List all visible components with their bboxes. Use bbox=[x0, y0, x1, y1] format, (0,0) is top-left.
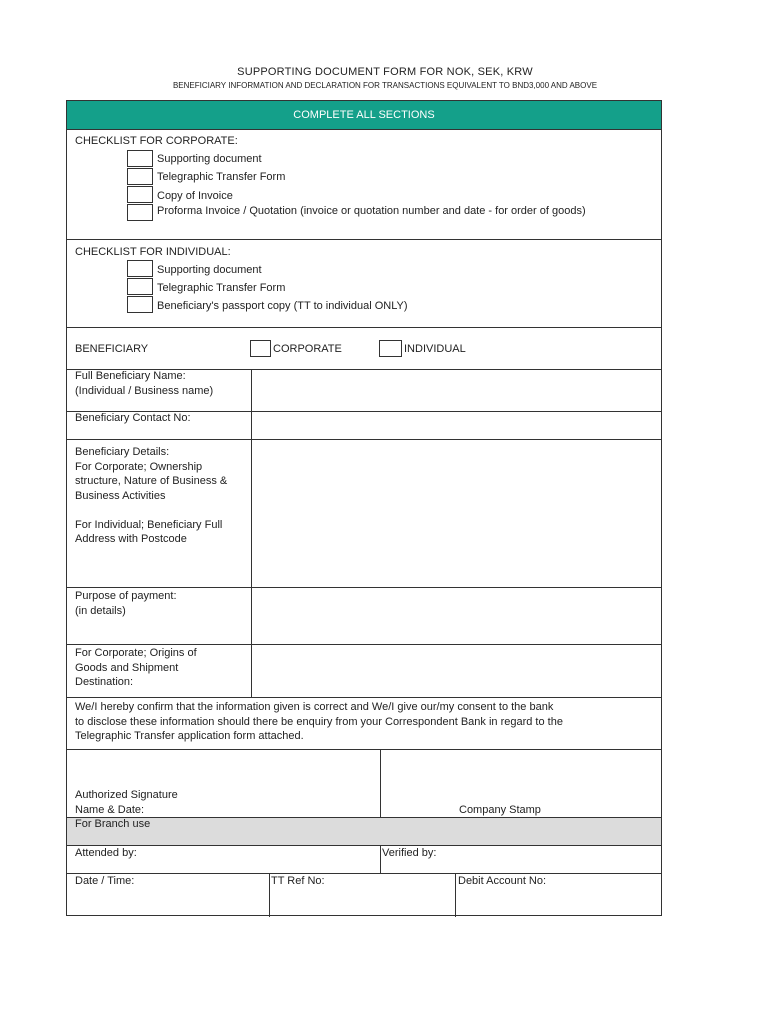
beneficiary-contact-no-label: Beneficiary Contact No: bbox=[75, 412, 191, 424]
beneficiary-option-corporate: CORPORATE bbox=[273, 343, 342, 355]
debit-account-no-label: Debit Account No: bbox=[458, 875, 547, 887]
form-title: SUPPORTING DOCUMENT FORM FOR NOK, SEK, KRW bbox=[237, 66, 533, 78]
corporate-item-supporting-document: Supporting document bbox=[157, 153, 262, 165]
beneficiary-details-field[interactable] bbox=[252, 440, 662, 587]
date-time-label: Date / Time: bbox=[75, 875, 135, 887]
verified-by-field[interactable] bbox=[381, 846, 662, 873]
tt-ref-no-field[interactable] bbox=[270, 874, 454, 915]
full-beneficiary-name-label: Full Beneficiary Name: (Individual / Business name) bbox=[75, 370, 214, 397]
attended-by-field[interactable] bbox=[67, 846, 379, 873]
beneficiary-contact-no-field[interactable] bbox=[252, 412, 662, 439]
complete-all-sections-banner: COMPLETE ALL SECTIONS bbox=[67, 101, 661, 129]
checkbox-corporate-proforma-invoice[interactable] bbox=[127, 204, 153, 221]
individual-item-supporting-document: Supporting document bbox=[157, 264, 262, 276]
debit-account-no-field[interactable] bbox=[456, 874, 662, 915]
supporting-document-form bbox=[66, 100, 662, 916]
attended-by-label: Attended by: bbox=[75, 847, 137, 859]
branch-use-heading: For Branch use bbox=[75, 818, 151, 830]
branch-use-band bbox=[67, 818, 661, 845]
divider bbox=[67, 129, 661, 130]
declaration-text: We/I hereby confirm that the information given is correct and We/I give our/my consent to the bank to disclose these information should there be enquiry from your Correspondent Bank in regard to the Telegraphic Transfer application form attached. bbox=[75, 701, 563, 742]
checkbox-corporate-copy-of-invoice[interactable] bbox=[127, 186, 153, 203]
checkbox-individual-passport-copy[interactable] bbox=[127, 296, 153, 313]
checkbox-beneficiary-individual[interactable] bbox=[379, 340, 402, 357]
divider bbox=[67, 697, 661, 698]
divider bbox=[67, 239, 661, 240]
checkbox-corporate-supporting-document[interactable] bbox=[127, 150, 153, 167]
checkbox-beneficiary-corporate[interactable] bbox=[250, 340, 271, 357]
checkbox-individual-telegraphic-transfer-form[interactable] bbox=[127, 278, 153, 295]
corporate-checklist-heading: CHECKLIST FOR CORPORATE: bbox=[75, 135, 238, 147]
beneficiary-option-individual: INDIVIDUAL bbox=[404, 343, 466, 355]
purpose-of-payment-field[interactable] bbox=[252, 588, 662, 644]
date-time-field[interactable] bbox=[67, 874, 268, 915]
individual-item-passport-copy: Beneficiary's passport copy (TT to individual ONLY) bbox=[157, 300, 408, 312]
corporate-item-proforma-invoice: Proforma Invoice / Quotation (invoice or quotation number and date - for order of goods) bbox=[157, 205, 586, 217]
authorized-signature-label: Authorized Signature Name & Date: bbox=[75, 789, 178, 816]
origins-of-goods-label: For Corporate; Origins of Goods and Shipment Destination: bbox=[75, 647, 197, 688]
company-stamp-label: Company Stamp bbox=[459, 804, 541, 816]
full-beneficiary-name-field[interactable] bbox=[252, 370, 662, 411]
corporate-item-copy-of-invoice: Copy of Invoice bbox=[157, 190, 233, 202]
tt-ref-no-label: TT Ref No: bbox=[271, 875, 325, 887]
origins-of-goods-field[interactable] bbox=[252, 645, 662, 697]
individual-item-telegraphic-transfer-form: Telegraphic Transfer Form bbox=[157, 282, 286, 294]
divider bbox=[67, 327, 661, 328]
checkbox-corporate-telegraphic-transfer-form[interactable] bbox=[127, 168, 153, 185]
corporate-item-telegraphic-transfer-form: Telegraphic Transfer Form bbox=[157, 171, 286, 183]
form-subtitle: BENEFICIARY INFORMATION AND DECLARATION FOR TRANSACTIONS EQUIVALENT TO BND3,000 AND ABOVE bbox=[172, 81, 598, 90]
checkbox-individual-supporting-document[interactable] bbox=[127, 260, 153, 277]
beneficiary-details-label: Beneficiary Details: For Corporate; Ownership structure, Nature of Business & Business Activities For Individual; Beneficiary Full Address with Postcode bbox=[75, 446, 228, 545]
individual-checklist-heading: CHECKLIST FOR INDIVIDUAL: bbox=[75, 246, 231, 258]
beneficiary-label: BENEFICIARY bbox=[75, 343, 149, 355]
verified-by-label: Verified by: bbox=[382, 847, 437, 859]
purpose-of-payment-label: Purpose of payment: (in details) bbox=[75, 590, 177, 617]
